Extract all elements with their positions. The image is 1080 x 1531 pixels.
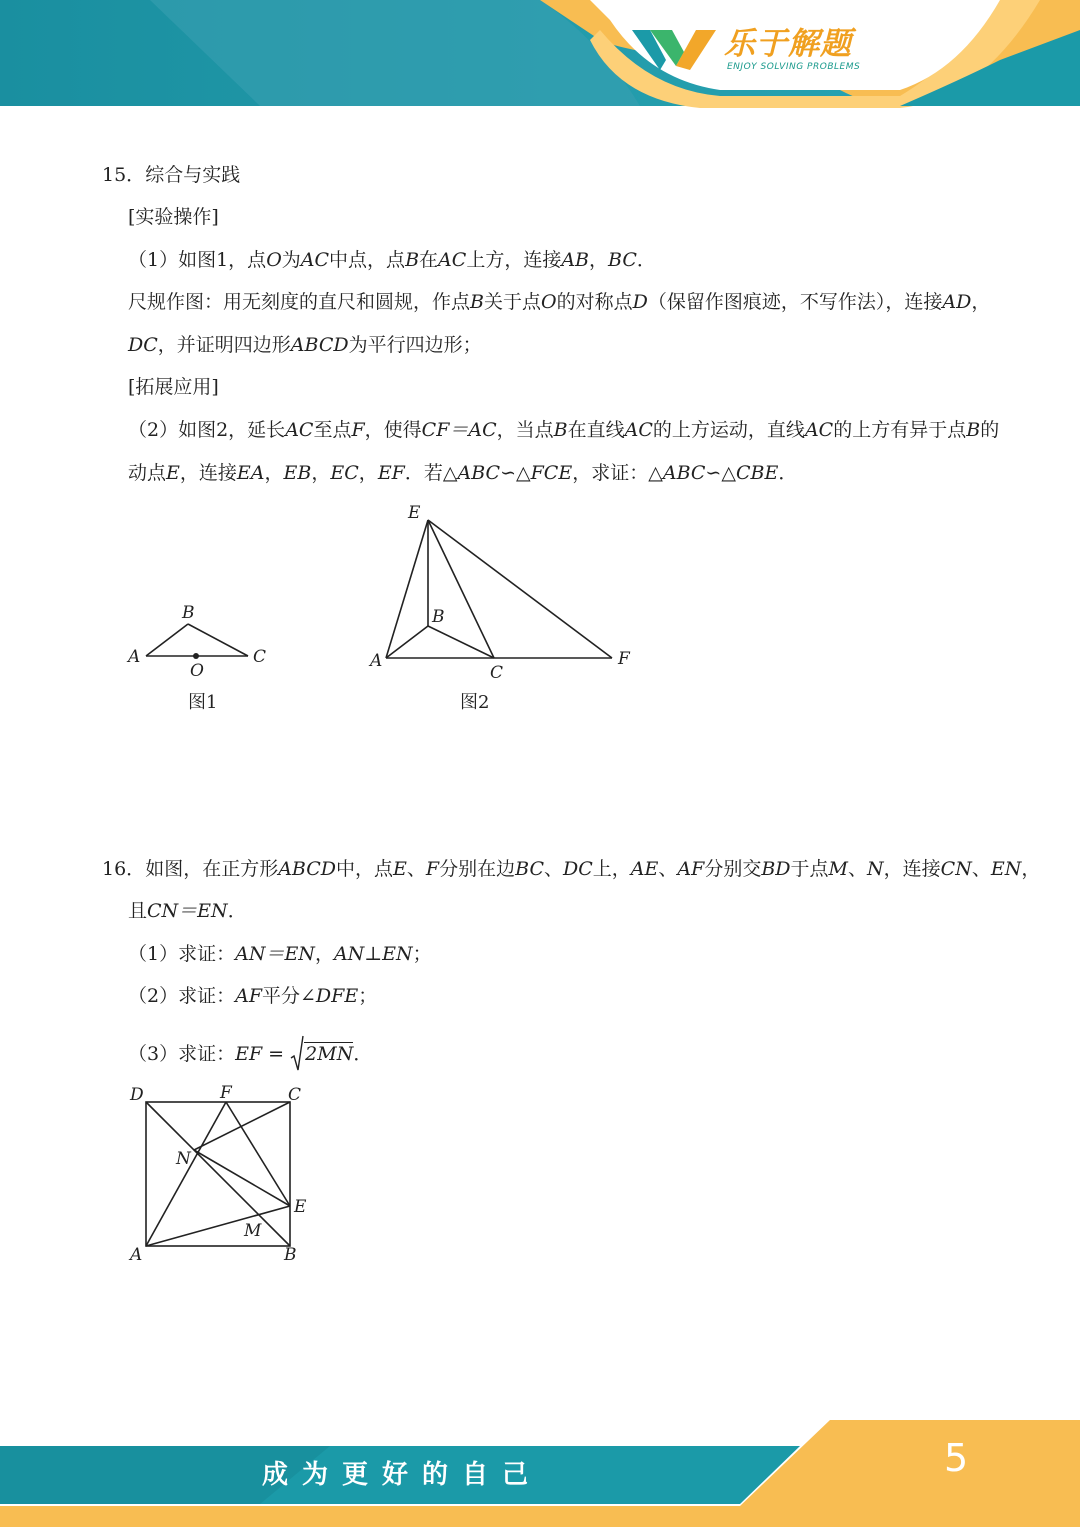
q16-figure — [120, 1080, 320, 1270]
fig16-label-a: A — [130, 1245, 143, 1265]
q15-section-extension: [拓展应用] — [128, 376, 219, 398]
fig2-label-e: E — [408, 503, 421, 523]
q16-part2: （2）求证：AF平分∠DFE； — [128, 985, 378, 1007]
q16-part3: （3）求证：EF = 2MN． — [128, 1034, 372, 1074]
q15-construct: 尺规作图：用无刻度的直尺和圆规，作点B关于点O的对称点D（保留作图痕迹，不写作法），连接AD， — [128, 291, 991, 313]
fig1-label-b: B — [182, 603, 195, 623]
q16-part1: （1）求证：AN＝EN，AN⊥EN； — [128, 943, 432, 965]
brand-logo-icon — [632, 24, 716, 72]
fig2-caption: 图2 — [460, 692, 490, 713]
fig16-label-m: M — [244, 1221, 262, 1241]
fig16-label-n: N — [176, 1149, 191, 1169]
sqrt-symbol — [290, 1034, 353, 1074]
q15-part2-cont: 动点E，连接EA，EB，EC，EF．若△ABC∽△FCE，求证：△ABC∽△CBE． — [128, 462, 798, 484]
q15-prove: DC，并证明四边形ABCD为平行四边形； — [128, 334, 482, 356]
q16-stem: 16．如图，在正方形ABCD中，点E、F分别在边BC、DC上，AE、AF分别交BD于点M、N，连接CN、EN， — [102, 858, 1041, 880]
q15-part2: （2）如图2，延长AC至点F，使得CF＝AC，当点B在直线AC的上方运动，直线AC的上方有异于点B的 — [128, 419, 1000, 441]
fig1-label-c: C — [253, 647, 267, 667]
sqrt-radical-icon — [290, 1034, 304, 1074]
q15-section-experiment: [实验操作] — [128, 206, 219, 228]
fig16-label-b: B — [284, 1245, 297, 1265]
page-number: 5 — [944, 1436, 969, 1480]
fig16-label-e: E — [294, 1197, 307, 1217]
fig1-label-o: O — [190, 661, 204, 681]
page-header — [0, 0, 1080, 112]
q15-part1: （1）如图1，点O为AC中点，点B在AC上方，连接AB，BC． — [128, 249, 656, 271]
q16-stem-cont: 且CN＝EN． — [128, 900, 247, 922]
fig2-label-b: B — [432, 607, 445, 627]
fig1-label-a: A — [128, 647, 141, 667]
q15-title: 综合与实践 — [145, 164, 241, 186]
footer-slogan: 成为更好的自己 — [262, 1460, 543, 1490]
brand-tagline: ENJOY SOLVING PROBLEMS — [727, 62, 861, 72]
fig1-caption: 图1 — [188, 692, 218, 713]
q15-number: 15． — [102, 164, 146, 186]
fig16-label-c: C — [288, 1085, 302, 1105]
fig2-label-f: F — [618, 649, 630, 669]
q16-part3-rhs: 2MN — [305, 1043, 354, 1065]
brand-name: 乐于解题 — [724, 26, 852, 62]
q15-figure-1 — [120, 596, 280, 686]
point-o — [193, 653, 199, 659]
q15-figure-2 — [360, 498, 650, 688]
fig16-label-f: F — [220, 1083, 232, 1103]
fig2-label-a: A — [370, 651, 383, 671]
fig16-label-d: D — [130, 1085, 144, 1105]
q15-heading — [102, 162, 240, 188]
q16-part3-lhs: EF = — [235, 1043, 285, 1065]
header-banner — [0, 0, 1080, 112]
fig2-label-c: C — [490, 663, 504, 683]
